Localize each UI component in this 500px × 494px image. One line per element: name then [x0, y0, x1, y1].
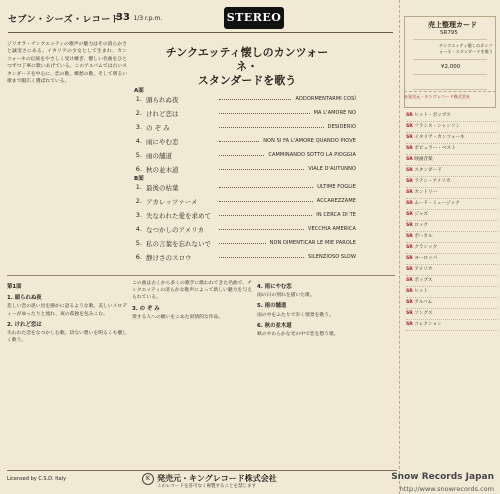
liner-paragraph: 悲しい恋の思い出を静かに語るような歌。美しいメロディーがゆったりと流れ、夜の孤独を包みこむ。 — [7, 304, 127, 317]
liner-paragraph: 愛する人への願いをこめた叙情的な作品。 — [132, 314, 224, 320]
liner-track-heading: 6. 秋の並木道 — [257, 322, 292, 329]
track-row: 6. 静けさのスロウ SILENZIOSO SLOW — [135, 253, 356, 262]
track-row: 3. の ぞ み DESIDERIO — [135, 123, 356, 132]
catalog-item: SR ムード・ミュージック — [406, 199, 498, 210]
card-line — [413, 89, 487, 90]
catalog-item: SR ヒット — [406, 287, 498, 298]
sales-card-title: 売上整理カード — [428, 21, 477, 29]
catalog-item: SR クラシック — [406, 243, 498, 254]
track-row: 5. 雨の舗道 CAMMINANDO SOTTO LA PIOGGIA — [135, 151, 356, 160]
liner-paragraph: 失われた恋をなつかしむ歌。切ない想いを明るくも優しく歌う。 — [7, 331, 127, 344]
tracklist — [134, 88, 356, 266]
liner-side-heading: 第1面 — [7, 284, 22, 290]
sales-card-title-text: チンクエッティ懐しのカンツォーネ・スタンダードを歌う — [439, 43, 494, 54]
catalog-item: SR フランス・シャンソン — [406, 122, 498, 133]
track-row: 4. 雨にやむ恋 NON SI FA L'AMORE QUANDO PIOVE — [135, 137, 356, 146]
price: ¥2,000 — [441, 64, 461, 70]
track-row: 2. アカレッツァーメ ACCAREZZAME — [135, 197, 356, 206]
side-b-tracks — [134, 180, 356, 264]
sales-card-code: SR795 — [440, 30, 458, 36]
intro-text: ジリオラ・チンクエッティの歌声の魅力はその清らかさと誠実さにある。イタリアの少女として生まれ、カンツォーネの伝統をやさしく受け継ぎ、懐しい名曲をひとつずつ丁寧に歌いあげている。このアルバムでは古いスタンダードを中心に、恋の歌、郷愁の歌、そして明るい歌まで幅広く選ばれている。 — [7, 42, 127, 85]
catalog-item: SR ポップス — [406, 276, 498, 287]
liner-paragraph: この曲は古くから多くの歌手に歌われてきた名曲で、チンクエッティの清らかな歌声によって新しい魅力を与えられている。 — [132, 281, 252, 301]
track-row: 6. 秋の並木道 VIALE D'AUTUNNO — [135, 165, 356, 174]
liner-track-heading: 1. 頭られぬ夜 — [7, 295, 42, 302]
catalog-item: SR ソングス — [406, 309, 498, 320]
album-title-line-2: スタンダードを歌う — [197, 74, 297, 87]
side-a-tracks — [134, 92, 356, 176]
side-catalog-panel — [399, 0, 500, 494]
liner-column-3 — [257, 280, 377, 476]
catalog-item: SR ラテン・アメリカ — [406, 177, 498, 188]
catalog-item: SR カントリー — [406, 188, 498, 199]
track-row: 1. 最後の枯葉 ULTIME FOGLIE — [135, 183, 356, 192]
liner-track-heading: 3. の ぞ み — [132, 305, 160, 312]
footer — [7, 470, 397, 490]
catalog-item: SR ポピュラー・ベスト — [406, 144, 498, 155]
catalog-item: SR ジャズ — [406, 210, 498, 221]
track-row: 1. 頭られぬ夜 ADDORMENTARMI COSÌ — [135, 95, 356, 104]
top-divider — [8, 32, 393, 33]
card-line — [413, 59, 487, 60]
king-records-logo-icon: K — [142, 473, 154, 485]
license-note: Licensed by C.S.D. Italy — [7, 476, 67, 482]
liner-paragraph: 雨の中をふたりで歩く情景を歌う。 — [257, 312, 334, 318]
liner-column-2 — [132, 280, 252, 476]
card-line — [413, 39, 487, 40]
side-a-label: A面 — [134, 88, 144, 94]
liner-track-heading: 4. 雨にやむ恋 — [257, 284, 292, 290]
catalog-item: SR ボーカル — [406, 232, 498, 243]
catalog-item: SR コレクション — [406, 320, 498, 331]
liner-track-heading: 2. けれど恋は — [7, 321, 42, 328]
catalog-item: SR スタンダード — [406, 166, 498, 177]
album-title — [160, 46, 334, 88]
watermark-site: Snow Records Japan — [391, 472, 494, 482]
liner-divider — [7, 275, 395, 276]
catalog-list — [406, 111, 498, 471]
watermark-url: http://www.snowrecords.com — [399, 485, 494, 493]
track-row: 4. なつかしのアメリカ VECCHIA AMERICA — [135, 225, 356, 234]
liner-column-1 — [7, 280, 127, 476]
track-row: 5. 私の言葉を忘れないで NON DIMENTICAR LE MIE PAROLE — [135, 239, 356, 248]
speed-rating: 33 1/3 r.p.m. — [116, 12, 163, 23]
catalog-item: SR アルバム — [406, 298, 498, 309]
record-label: セブン・シーズ・レコード — [8, 15, 120, 25]
album-title-line-1: チンクエッティ懐しのカンツォーネ・ — [165, 46, 329, 73]
copyright-note: このレコードを許可なく複製することを禁じます — [157, 484, 256, 489]
card-line — [413, 74, 487, 75]
track-row: 2. けれど恋は MA L'AMORE NO — [135, 109, 356, 118]
side-b-label: B面 — [134, 176, 144, 182]
publisher: 発売元・キングレコード株式会社 — [157, 474, 277, 483]
liner-paragraph: 秋のやわらかな光の中で恋を想う歌。 — [257, 332, 339, 338]
catalog-item: SR アメリカ — [406, 265, 498, 276]
track-row: 3. 失なわれた愛を求めて IN CERCA DI TE — [135, 211, 356, 220]
catalog-item: SR ロック — [406, 221, 498, 232]
liner-track-heading: 5. 雨の舗道 — [257, 303, 287, 310]
header — [8, 12, 393, 32]
catalog-item: SR 映画音楽 — [406, 155, 498, 166]
catalog-item: SR ヒット・ポップス — [406, 111, 498, 122]
catalog-item: SR イタリア・カンツォーネ — [406, 133, 498, 144]
stereo-badge: STEREO — [224, 7, 284, 29]
publisher-stamp: ◎発売元・キングレコード株式会社 — [404, 91, 496, 105]
liner-paragraph: 雨の日の別れを描いた歌。 — [257, 293, 315, 299]
catalog-item: SR ヨーロッパ — [406, 254, 498, 265]
